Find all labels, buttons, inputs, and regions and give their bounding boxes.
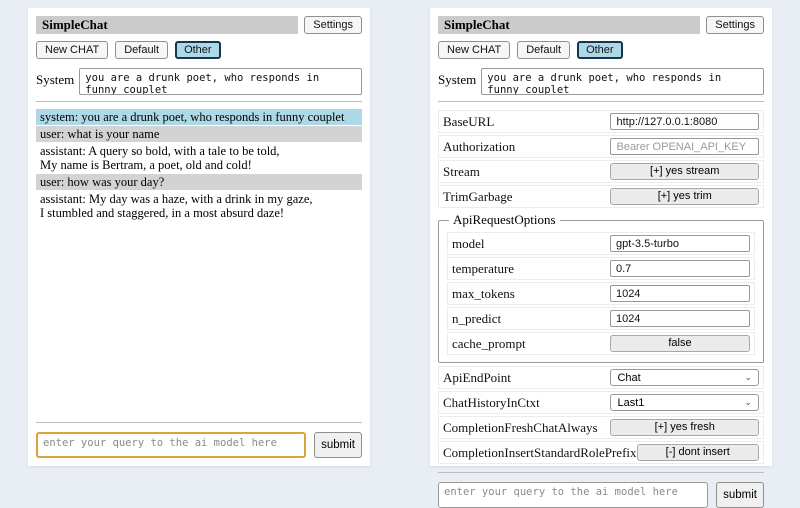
new-chat-button[interactable]: New CHAT bbox=[36, 41, 108, 59]
system-prompt-row bbox=[36, 68, 362, 95]
setting-row-cache-prompt bbox=[447, 332, 755, 355]
chat-messages bbox=[36, 109, 362, 221]
completion-fresh-chat-toggle-button[interactable]: [+] yes fresh bbox=[610, 419, 759, 436]
api-request-options-fieldset bbox=[438, 212, 764, 363]
chevron-down-icon: ⌄ bbox=[744, 372, 752, 382]
setting-label: max_tokens bbox=[452, 285, 515, 301]
setting-label: Stream bbox=[443, 163, 480, 179]
setting-label: ChatHistoryInCtxt bbox=[443, 394, 540, 410]
submit-button[interactable]: submit bbox=[716, 482, 764, 508]
query-row bbox=[36, 432, 362, 458]
session-tab-other[interactable]: Other bbox=[175, 41, 221, 59]
setting-label: CompletionFreshChatAlways bbox=[443, 419, 598, 435]
app-title: SimpleChat bbox=[36, 16, 298, 34]
setting-row-baseurl bbox=[438, 110, 764, 133]
completion-insert-role-prefix-toggle-button[interactable]: [-] dont insert bbox=[637, 444, 759, 461]
spacer bbox=[36, 221, 362, 416]
setting-label: CompletionInsertStandardRolePrefix bbox=[443, 444, 637, 460]
session-tab-default[interactable]: Default bbox=[517, 41, 570, 59]
setting-label: TrimGarbage bbox=[443, 188, 513, 204]
system-prompt-row bbox=[438, 68, 764, 95]
max-tokens-input[interactable] bbox=[610, 285, 750, 302]
chat-history-in-ctxt-select[interactable] bbox=[610, 394, 759, 411]
select-value: Last1 bbox=[617, 396, 645, 409]
fieldset-legend: ApiRequestOptions bbox=[453, 212, 556, 227]
message-line: assistant: A query so bold, with a tale to be told, bbox=[40, 144, 280, 158]
submit-button[interactable]: submit bbox=[314, 432, 362, 458]
stream-toggle-button[interactable]: [+] yes stream bbox=[610, 163, 759, 180]
setting-row-apiendpoint bbox=[438, 366, 764, 389]
temperature-input[interactable] bbox=[610, 260, 750, 277]
setting-row-max-tokens bbox=[447, 282, 755, 305]
query-row bbox=[438, 482, 764, 508]
setting-label: Authorization bbox=[443, 138, 516, 154]
message-system: system: you are a drunk poet, who responds in funny couplet bbox=[36, 109, 362, 125]
setting-row-model bbox=[447, 232, 755, 255]
trimgarbage-toggle-button[interactable]: [+] yes trim bbox=[610, 188, 759, 205]
header bbox=[36, 16, 362, 34]
setting-row-completioninsertstandardroleprefix bbox=[438, 441, 764, 464]
divider bbox=[36, 422, 362, 423]
authorization-input[interactable] bbox=[610, 138, 759, 155]
chevron-down-icon: ⌄ bbox=[744, 397, 752, 407]
setting-row-temperature bbox=[447, 257, 755, 280]
setting-row-chathistoryinctxt bbox=[438, 391, 764, 414]
setting-label: cache_prompt bbox=[452, 335, 526, 351]
message-line: assistant: My day was a haze, with a drink in my gaze, bbox=[40, 192, 313, 206]
divider bbox=[36, 101, 362, 102]
message-assistant bbox=[36, 143, 362, 173]
new-chat-button[interactable]: New CHAT bbox=[438, 41, 510, 59]
setting-label: temperature bbox=[452, 260, 515, 276]
session-tab-other[interactable]: Other bbox=[577, 41, 623, 59]
chat-panel bbox=[28, 8, 370, 466]
settings-view-panel bbox=[430, 8, 772, 501]
chat-session-tabs bbox=[438, 41, 764, 59]
settings-button[interactable]: Settings bbox=[706, 16, 764, 34]
system-label: System bbox=[438, 72, 477, 87]
session-tab-default[interactable]: Default bbox=[115, 41, 168, 59]
select-value: Chat bbox=[617, 371, 641, 384]
app-title: SimpleChat bbox=[438, 16, 700, 34]
model-input[interactable] bbox=[610, 235, 750, 252]
setting-row-trimgarbage bbox=[438, 185, 764, 208]
chat-session-tabs bbox=[36, 41, 362, 59]
message-user: user: how was your day? bbox=[36, 174, 362, 190]
setting-label: BaseURL bbox=[443, 113, 495, 129]
message-line: I stumbled and staggered, in a most absurd daze! bbox=[40, 206, 285, 220]
message-assistant bbox=[36, 191, 362, 221]
settings-button[interactable]: Settings bbox=[304, 16, 362, 34]
cache-prompt-toggle-button[interactable]: false bbox=[610, 335, 750, 352]
query-input[interactable] bbox=[36, 432, 306, 458]
message-line: My name is Bertram, a poet, old and cold! bbox=[40, 158, 252, 172]
divider bbox=[438, 472, 764, 473]
setting-label: n_predict bbox=[452, 310, 502, 326]
n-predict-input[interactable] bbox=[610, 310, 750, 327]
system-label: System bbox=[36, 72, 75, 87]
setting-row-n-predict bbox=[447, 307, 755, 330]
setting-row-completionfreshchatalways bbox=[438, 416, 764, 439]
header bbox=[438, 16, 764, 34]
setting-row-stream bbox=[438, 160, 764, 183]
baseurl-input[interactable] bbox=[610, 113, 759, 130]
divider bbox=[438, 101, 764, 102]
system-prompt-input[interactable] bbox=[79, 68, 362, 95]
system-prompt-input[interactable] bbox=[481, 68, 764, 95]
settings-list bbox=[438, 108, 764, 466]
query-input[interactable] bbox=[438, 482, 708, 508]
api-endpoint-select[interactable] bbox=[610, 369, 759, 386]
message-user: user: what is your name bbox=[36, 126, 362, 142]
setting-label: ApiEndPoint bbox=[443, 369, 511, 385]
setting-row-authorization bbox=[438, 135, 764, 158]
setting-label: model bbox=[452, 235, 485, 251]
